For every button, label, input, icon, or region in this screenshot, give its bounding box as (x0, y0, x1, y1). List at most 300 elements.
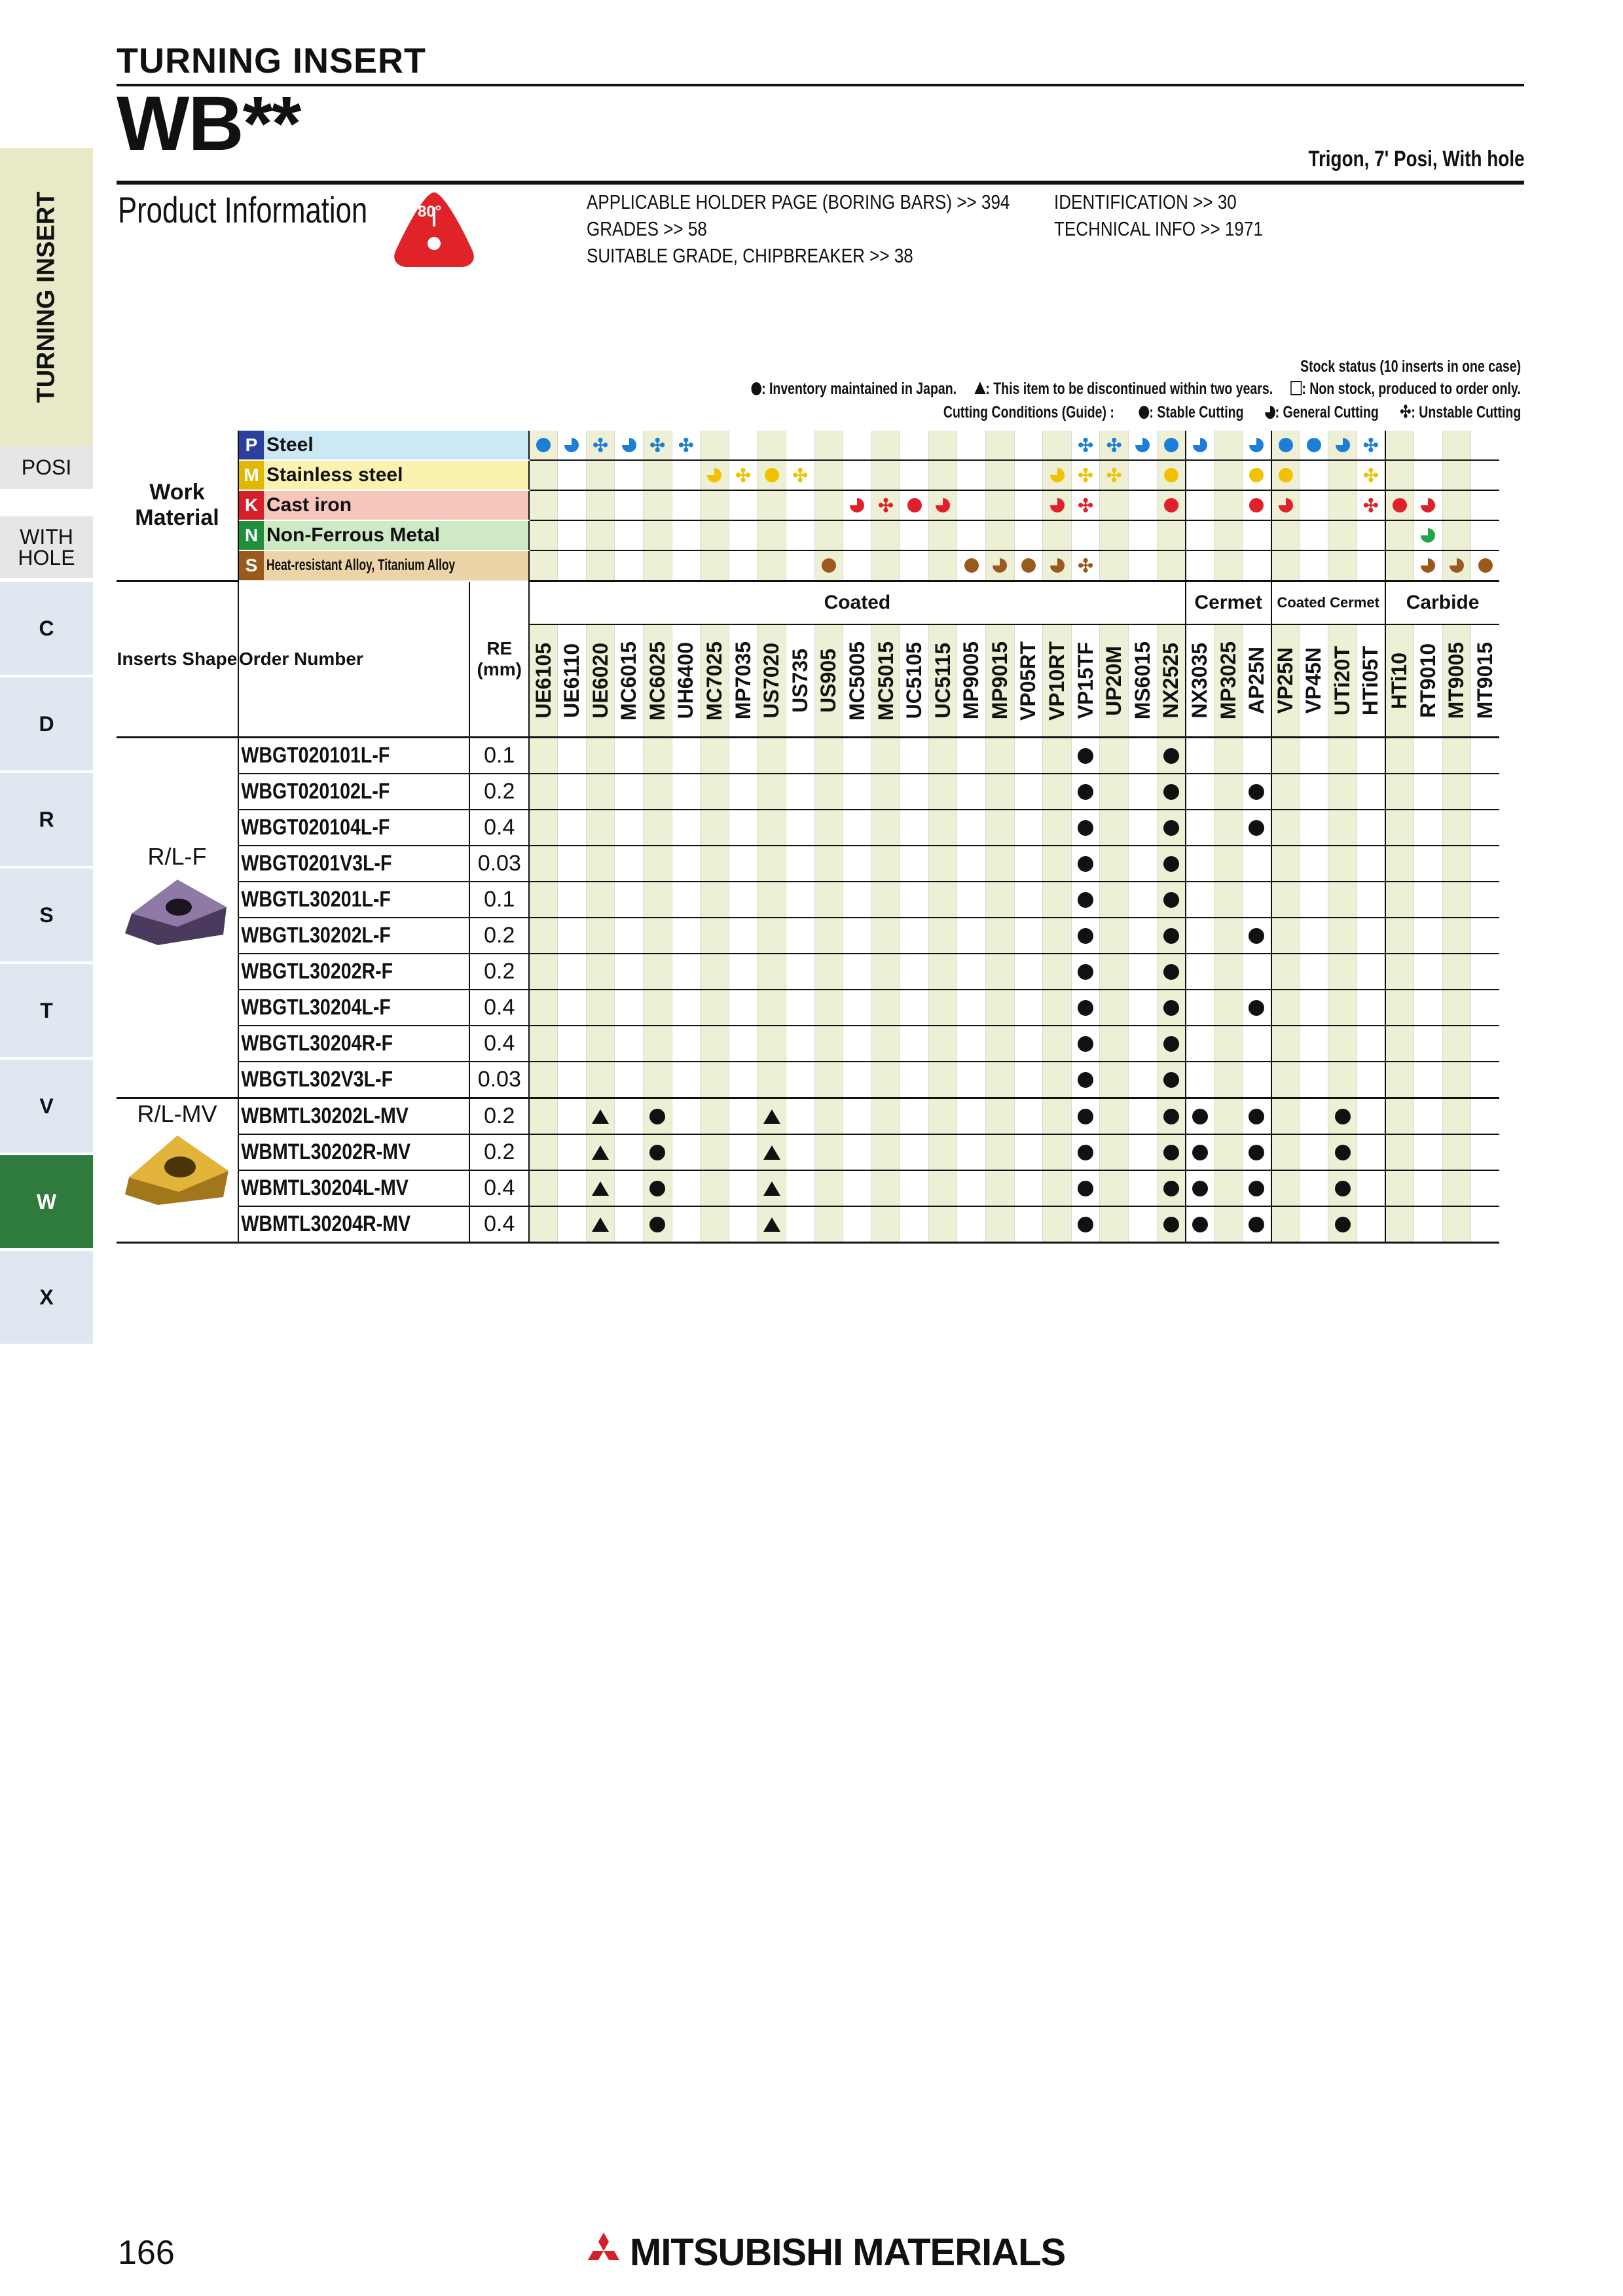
stock-cell (586, 918, 615, 954)
stable-cutting-icon (1139, 406, 1150, 419)
stock-cell (1385, 918, 1414, 954)
stock-cell (1243, 882, 1271, 918)
stock-cell (1100, 1206, 1129, 1243)
grade-name: UP20M (1102, 645, 1126, 716)
grade-name: VP45N (1302, 647, 1326, 714)
material-grade-cell (1271, 550, 1300, 581)
stock-cell (843, 882, 872, 918)
stock-cell (1442, 1062, 1471, 1098)
stock-cell (843, 1098, 872, 1135)
stock-cell (586, 738, 615, 774)
general-cutting-icon (1193, 438, 1207, 452)
stock-cell (529, 738, 558, 774)
stock-cell (928, 954, 957, 990)
grade-name: MT9005 (1444, 642, 1468, 719)
stock-cell (1385, 846, 1414, 882)
stock-cell (928, 846, 957, 882)
stock-cell (1043, 1062, 1072, 1098)
stock-cell (1243, 1062, 1271, 1098)
stock-cell (1186, 1026, 1214, 1062)
material-grade-cell (986, 550, 1015, 581)
side-tab-w[interactable]: W (0, 1155, 93, 1248)
table-row[interactable] (117, 1098, 1499, 1135)
stock-cell (729, 1062, 757, 1098)
stock-cell (1385, 882, 1414, 918)
material-grade-cell (701, 431, 729, 460)
stock-cell (586, 1062, 615, 1098)
legend-discontinued: : This item to be discontinued within two years. (985, 380, 1273, 398)
stock-cell (643, 954, 672, 990)
stock-dot-icon (1249, 1145, 1264, 1160)
stock-cell (871, 990, 900, 1026)
stock-cell (1129, 1098, 1158, 1135)
table-row[interactable] (117, 882, 1499, 918)
stock-cell (814, 1062, 843, 1098)
material-grade-cell (900, 550, 929, 581)
refs-left (587, 188, 1010, 269)
stock-dot-icon (649, 1181, 665, 1196)
stock-cell (957, 1062, 986, 1098)
material-grade-cell (1157, 490, 1186, 520)
stock-cell (814, 954, 843, 990)
grade-name: MP9015 (987, 641, 1012, 720)
grade-name: MP3025 (1216, 641, 1240, 720)
stock-cell (1471, 1062, 1500, 1098)
stock-cell (1471, 954, 1500, 990)
stock-cell (1271, 774, 1300, 810)
grade-name: MC5005 (845, 641, 869, 721)
discontinued-triangle-icon (592, 1145, 609, 1160)
table-row[interactable] (117, 810, 1499, 846)
stock-cell (1043, 1098, 1072, 1135)
grade-name: HTi05T (1359, 645, 1383, 716)
grade-name: MT9015 (1473, 642, 1497, 719)
material-grade-cell (1300, 490, 1328, 520)
material-grade-cell (1014, 520, 1043, 550)
stock-cell (1413, 882, 1442, 918)
stable-cutting-icon (1021, 558, 1036, 573)
order-number: WBGTL30204L-F (241, 995, 391, 1020)
stock-cell (558, 1062, 587, 1098)
stock-cell (871, 1170, 900, 1206)
unstable-cutting-icon: ✣ (1106, 465, 1122, 486)
stock-cell (1385, 1026, 1414, 1062)
stock-cell (757, 1170, 786, 1206)
stock-cell (1357, 738, 1385, 774)
stock-cell (1471, 1134, 1500, 1170)
stock-cell (1328, 1062, 1357, 1098)
grade-name: VP15TF (1073, 642, 1097, 719)
stock-cell (1471, 1206, 1500, 1243)
material-grade-cell (1129, 520, 1158, 550)
material-grade-cell (957, 490, 986, 520)
material-grade-cell (814, 550, 843, 581)
stock-cell (643, 918, 672, 954)
stock-cell (900, 1170, 929, 1206)
material-grade-cell (615, 550, 644, 581)
material-grade-cell (1043, 520, 1072, 550)
stock-cell (843, 1026, 872, 1062)
stock-cell (786, 774, 814, 810)
stock-cell (1014, 990, 1043, 1026)
material-grade-cell (643, 460, 672, 490)
stock-cell (957, 1134, 986, 1170)
material-grade-cell (1129, 431, 1158, 460)
stock-cell (786, 918, 814, 954)
stock-cell (900, 882, 929, 918)
stock-cell (729, 954, 757, 990)
stock-cell (814, 810, 843, 846)
side-tab-d[interactable]: D (0, 677, 93, 770)
general-cutting-icon (1279, 498, 1293, 512)
stock-cell (928, 1134, 957, 1170)
stock-cell (1413, 1026, 1442, 1062)
material-grade-cell (757, 520, 786, 550)
stock-cell (558, 990, 587, 1026)
stock-cell (1100, 1062, 1129, 1098)
stock-cell (1471, 846, 1500, 882)
side-tab-with-hole[interactable]: WITH HOLE (0, 516, 93, 578)
grade-group-coated: Coated (529, 581, 1186, 625)
material-grade-cell (586, 520, 615, 550)
general-cutting-icon (993, 558, 1007, 573)
material-grade-cell (586, 490, 615, 520)
stock-cell (1014, 1134, 1043, 1170)
material-grade-cell (1071, 431, 1100, 460)
material-grade-cell (1471, 520, 1500, 550)
stock-cell (1071, 810, 1100, 846)
general-cutting-icon (622, 438, 636, 452)
stock-cell (615, 954, 644, 990)
stock-cell (1385, 738, 1414, 774)
stock-cell (729, 990, 757, 1026)
unstable-cutting-icon: ✣ (1363, 435, 1379, 456)
stock-cell (1129, 1134, 1158, 1170)
side-tab-v[interactable]: V (0, 1060, 93, 1153)
grade-name: AP25N (1244, 647, 1268, 715)
general-cutting-icon (1421, 498, 1435, 512)
stock-cell (1328, 774, 1357, 810)
material-grade-cell (1129, 490, 1158, 520)
material-grade-cell (701, 550, 729, 581)
side-tab-x[interactable]: X (0, 1251, 93, 1344)
re-value: 0.4 (469, 1206, 529, 1243)
stock-dot-icon (1249, 784, 1264, 800)
stock-cell (1014, 1170, 1043, 1206)
stock-dot-icon (1249, 1217, 1264, 1232)
material-code-badge: M (239, 461, 264, 490)
material-grade-cell (1129, 550, 1158, 581)
side-tab-s[interactable]: S (0, 869, 93, 961)
stable-cutting-icon (907, 498, 922, 512)
stock-cell (701, 882, 729, 918)
stock-cell (900, 774, 929, 810)
stock-cell (1186, 882, 1214, 918)
stock-cell (900, 738, 929, 774)
stock-cell (529, 1098, 558, 1135)
discontinued-triangle-icon (763, 1181, 780, 1196)
grade-name: MC7025 (702, 641, 726, 721)
material-grade-cell (1100, 431, 1129, 460)
re-value: 0.4 (469, 1026, 529, 1062)
work-material-row-p (117, 431, 1499, 460)
side-tab-t[interactable]: T (0, 964, 93, 1057)
stock-cell (529, 1134, 558, 1170)
stock-dot-icon (1249, 820, 1264, 836)
stock-cell (643, 990, 672, 1026)
stable-cutting-icon (1164, 438, 1178, 452)
material-grade-cell (1385, 431, 1414, 460)
stock-cell (586, 1026, 615, 1062)
order-number: WBGTL30202L-F (241, 923, 391, 948)
stock-cell (986, 846, 1015, 882)
table-row[interactable] (117, 1206, 1499, 1243)
unstable-cutting-icon: ✣ (1363, 495, 1379, 516)
stock-cell (786, 810, 814, 846)
material-grade-cell (928, 490, 957, 520)
ref-chipbreaker-link[interactable]: SUITABLE GRADE, CHIPBREAKER >> 38 (587, 244, 913, 267)
material-grade-cell (843, 431, 872, 460)
stock-cell (1014, 1098, 1043, 1135)
stable-cutting-icon (1164, 498, 1178, 512)
material-name: Heat-resistant Alloy, Titanium Alloy (266, 556, 456, 575)
material-grade-cell (672, 520, 701, 550)
table-row[interactable] (117, 990, 1499, 1026)
stock-cell (757, 1062, 786, 1098)
stock-cell (1328, 954, 1357, 990)
stock-cell (1243, 846, 1271, 882)
stock-cell (1413, 774, 1442, 810)
order-number: WBMTL30204R-MV (241, 1211, 411, 1236)
stock-dot-icon (1078, 964, 1093, 980)
stock-cell (672, 1170, 701, 1206)
stock-cell (786, 1026, 814, 1062)
material-grade-cell (1243, 550, 1271, 581)
stock-cell (957, 738, 986, 774)
stock-cell (1413, 954, 1442, 990)
stock-cell (1243, 1134, 1271, 1170)
ref-holder-link[interactable]: APPLICABLE HOLDER PAGE (BORING BARS) >> 394 (587, 190, 1010, 213)
stock-cell (1442, 918, 1471, 954)
stock-cell (928, 1062, 957, 1098)
stock-cell (558, 774, 587, 810)
table-row[interactable] (117, 954, 1499, 990)
stock-cell (729, 774, 757, 810)
order-number: WBMTL30202L-MV (241, 1103, 409, 1128)
material-grade-cell (1043, 490, 1072, 520)
table-row[interactable] (117, 918, 1499, 954)
material-grade-cell (1214, 431, 1243, 460)
stock-cell (1071, 990, 1100, 1026)
stock-cell (900, 1098, 929, 1135)
stock-cell (814, 1134, 843, 1170)
stock-cell (786, 1062, 814, 1098)
stock-cell (729, 1134, 757, 1170)
stock-cell (986, 774, 1015, 810)
stock-cell (672, 1098, 701, 1135)
stock-cell (786, 1170, 814, 1206)
series-subtitle: Trigon, 7' Posi, With hole (1308, 147, 1525, 171)
stock-cell (1100, 918, 1129, 954)
material-grade-cell (1413, 490, 1442, 520)
stable-cutting-icon (964, 558, 979, 573)
stock-cell (957, 1098, 986, 1135)
material-grade-cell (986, 431, 1015, 460)
material-code-badge: P (239, 431, 264, 459)
stock-cell (1442, 1206, 1471, 1243)
unstable-cutting-icon: ✣ (1106, 435, 1122, 456)
stock-cell (615, 738, 644, 774)
grade-name: MP7035 (731, 641, 755, 720)
material-grade-cell (1014, 460, 1043, 490)
table-row[interactable] (117, 846, 1499, 882)
stock-cell (1214, 954, 1243, 990)
stock-cell (558, 918, 587, 954)
general-cutting-icon (1050, 498, 1065, 512)
stock-cell (643, 1062, 672, 1098)
stock-cell (786, 882, 814, 918)
material-name: Steel (266, 434, 314, 456)
material-grade-cell (643, 520, 672, 550)
stock-dot-icon (1078, 928, 1093, 944)
stock-cell (1214, 1026, 1243, 1062)
stock-cell (1300, 918, 1328, 954)
stock-cell (1300, 846, 1328, 882)
stock-cell (558, 738, 587, 774)
stock-cell (1300, 1098, 1328, 1135)
material-grade-cell (1043, 550, 1072, 581)
ref-technical-link[interactable]: TECHNICAL INFO >> 1971 (1054, 217, 1263, 240)
table-row[interactable] (117, 1170, 1499, 1206)
stock-cell (1300, 1170, 1328, 1206)
material-grade-cell (1100, 460, 1129, 490)
stock-cell (1328, 1170, 1357, 1206)
unstable-cutting-icon: ✣ (649, 435, 665, 456)
discontinued-triangle-icon (592, 1217, 609, 1232)
side-tab-r[interactable]: R (0, 773, 93, 866)
material-grade-cell (1300, 550, 1328, 581)
side-tab-main[interactable] (0, 148, 93, 446)
stock-cell (615, 846, 644, 882)
stock-cell (1129, 738, 1158, 774)
stock-dot-icon (1078, 1145, 1093, 1160)
material-grade-cell (1271, 460, 1300, 490)
stock-cell (1357, 1206, 1385, 1243)
ref-identification-link[interactable]: IDENTIFICATION >> 30 (1054, 190, 1237, 213)
stock-cell (1357, 810, 1385, 846)
stock-dot-icon (649, 1217, 665, 1232)
stock-dot-icon (1078, 1109, 1093, 1124)
stock-cell (701, 1134, 729, 1170)
stock-cell (1385, 954, 1414, 990)
material-grade-cell (1385, 490, 1414, 520)
material-grade-cell (1014, 431, 1043, 460)
stock-cell (1385, 1206, 1414, 1243)
stock-dot-icon (649, 1109, 665, 1124)
table-row[interactable] (117, 1026, 1499, 1062)
stock-cell (1243, 990, 1271, 1026)
table-row[interactable] (117, 1134, 1499, 1170)
stock-cell (1442, 846, 1471, 882)
stock-dot-icon (1249, 1000, 1264, 1016)
stock-dot-icon (1249, 1181, 1264, 1196)
stock-cell (1413, 1170, 1442, 1206)
stock-cell (1271, 954, 1300, 990)
material-grade-cell (814, 431, 843, 460)
stock-dot-icon (1192, 1109, 1208, 1124)
stock-cell (1157, 1062, 1186, 1098)
stock-cell (615, 1098, 644, 1135)
stock-dot-icon (1163, 964, 1179, 980)
stock-cell (701, 990, 729, 1026)
table-row[interactable] (117, 1062, 1499, 1098)
header-shape: Inserts Shape (117, 581, 238, 738)
stock-cell (843, 1062, 872, 1098)
stock-cell (1186, 1098, 1214, 1135)
side-tab-c[interactable]: C (0, 582, 93, 675)
re-value: 0.1 (469, 738, 529, 774)
stock-cell (1413, 846, 1442, 882)
order-number: WBGTL30202R-F (241, 959, 393, 984)
re-value: 0.2 (469, 918, 529, 954)
grade-name: MC5015 (873, 641, 898, 721)
material-grade-cell (900, 431, 929, 460)
stock-cell (871, 774, 900, 810)
material-grade-cell (1243, 460, 1271, 490)
stock-cell (729, 1026, 757, 1062)
stock-cell (672, 1062, 701, 1098)
stock-cell (529, 774, 558, 810)
header-rule-bottom (117, 181, 1524, 185)
stock-cell (1413, 1062, 1442, 1098)
stock-cell (529, 918, 558, 954)
material-grade-cell (558, 490, 587, 520)
material-grade-cell (1442, 490, 1471, 520)
material-grade-cell (1328, 431, 1357, 460)
stock-cell (1442, 774, 1471, 810)
re-value: 0.03 (469, 846, 529, 882)
stock-dot-icon (1078, 1072, 1093, 1088)
grade-group-cermet: Cermet (1186, 581, 1271, 625)
re-value: 0.4 (469, 1170, 529, 1206)
side-tab-posi[interactable]: POSI (0, 446, 93, 489)
stock-cell (786, 846, 814, 882)
table-row[interactable] (117, 738, 1499, 774)
stock-cell (1214, 1134, 1243, 1170)
stock-cell (957, 990, 986, 1026)
general-cutting-icon (564, 438, 579, 452)
stock-cell (586, 1170, 615, 1206)
ref-grades-link[interactable]: GRADES >> 58 (587, 217, 707, 240)
table-row[interactable] (117, 774, 1499, 810)
stock-cell (558, 846, 587, 882)
material-grade-cell (1300, 520, 1328, 550)
stock-cell (1100, 954, 1129, 990)
material-grade-cell (1186, 520, 1214, 550)
order-number: WBMTL30204L-MV (241, 1175, 409, 1200)
stock-dot-icon (1078, 1000, 1093, 1016)
order-number: WBGT020104L-F (241, 815, 390, 840)
material-grade-cell (529, 520, 558, 550)
material-grade-cell (615, 431, 644, 460)
stock-cell (1413, 990, 1442, 1026)
stock-cell (1328, 738, 1357, 774)
stock-cell (871, 1134, 900, 1170)
stock-cell (1328, 1134, 1357, 1170)
stock-cell (558, 810, 587, 846)
product-table (117, 431, 1499, 1244)
stock-cell (529, 990, 558, 1026)
